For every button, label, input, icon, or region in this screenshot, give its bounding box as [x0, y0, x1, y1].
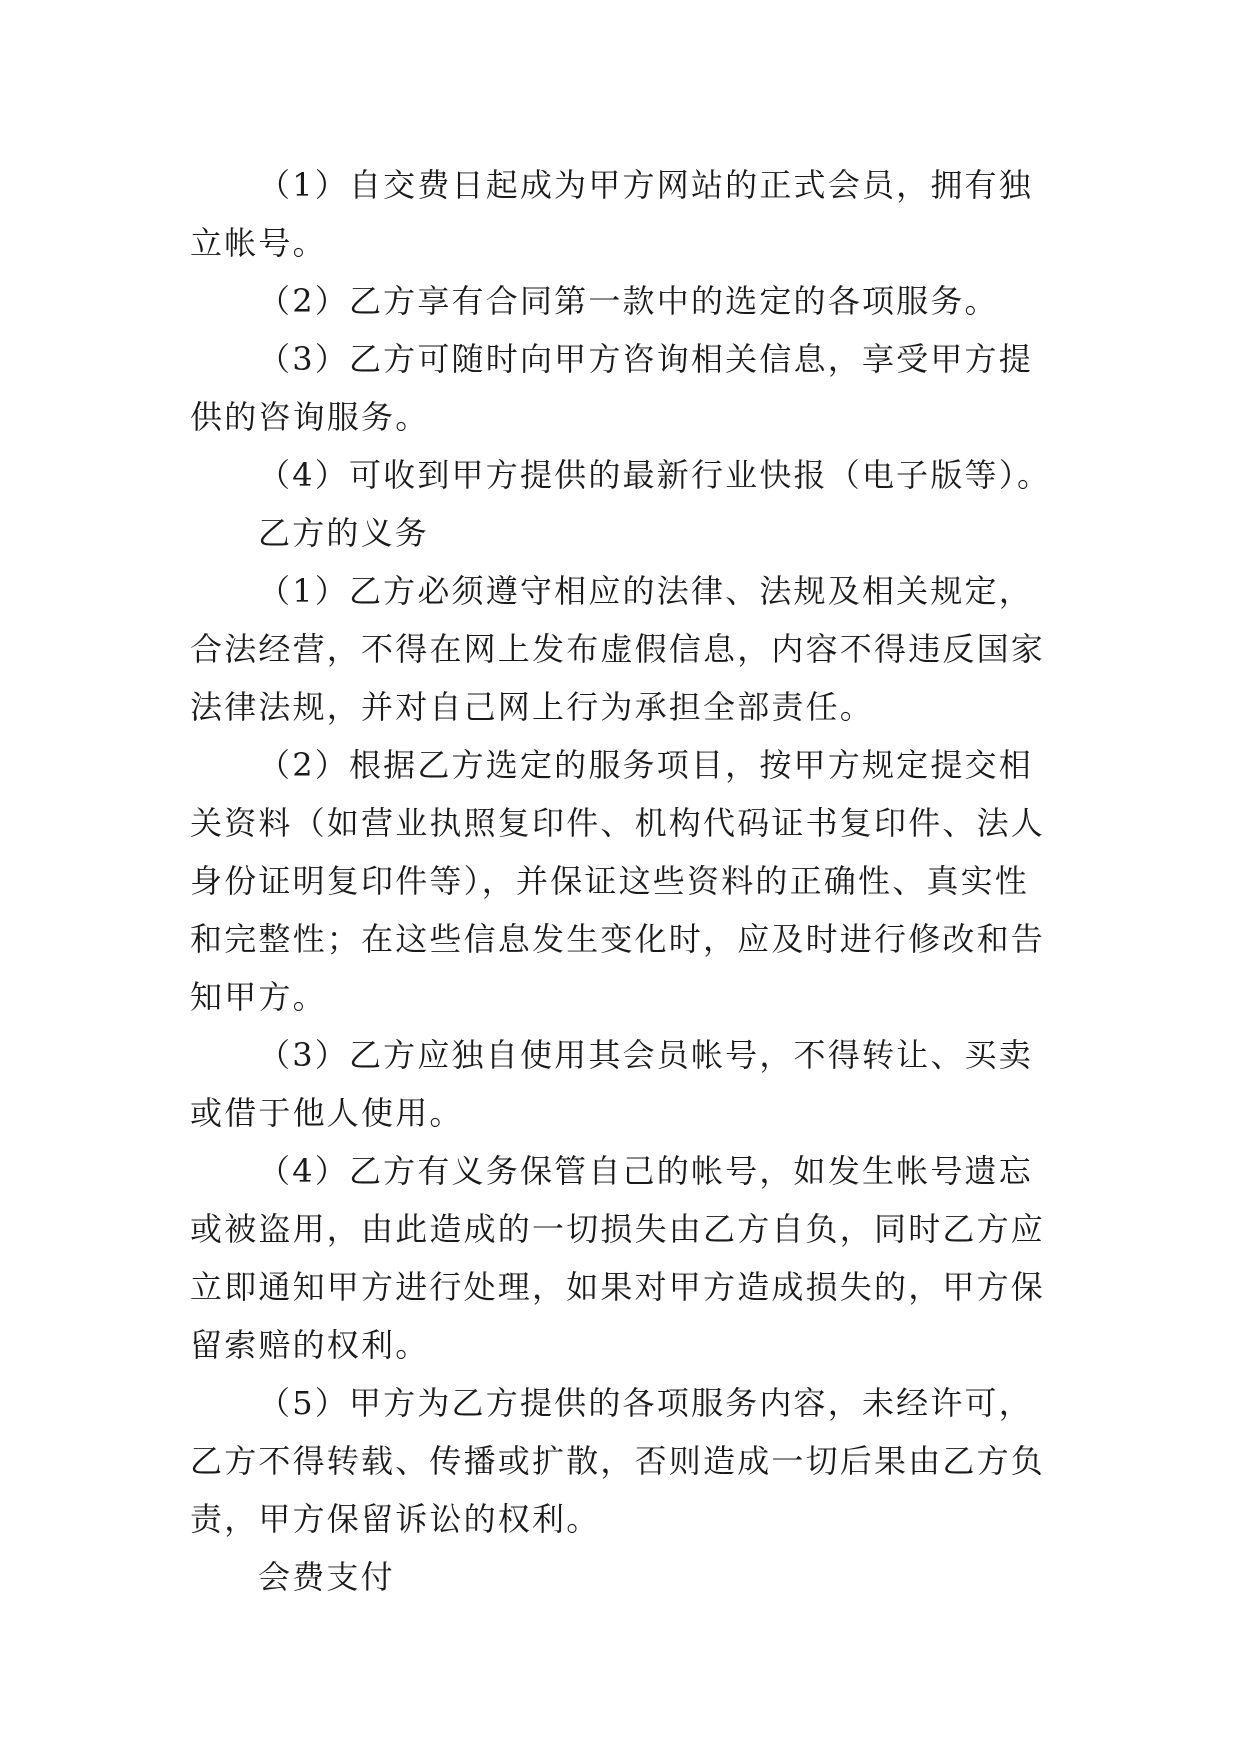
paragraph-obligations-1: （1）乙方必须遵守相应的法律、法规及相关规定，合法经营，不得在网上发布虚假信息，内容不得违反国家法律法规，并对自己网上行为承担全部责任。 [190, 572, 1046, 726]
paragraph-obligations-2: （2）根据乙方选定的服务项目，按甲方规定提交相关资料（如营业执照复印件、机构代码证书复印件、法人身份证明复印件等），并保证这些资料的正确性、真实性和完整性；在这些信息发生变化时，应及时进行修改和告知甲方。 [190, 746, 1046, 1016]
paragraph-rights-1: （1）自交费日起成为甲方网站的正式会员，拥有独立帐号。 [190, 166, 1033, 262]
paragraph-rights-2: （2）乙方享有合同第一款中的选定的各项服务。 [258, 282, 999, 320]
section-heading-obligations: 乙方的义务 [258, 514, 430, 552]
paragraph-rights-3: （3）乙方可随时向甲方咨询相关信息，享受甲方提供的咨询服务。 [190, 340, 1033, 436]
paragraph-obligations-3: （3）乙方应独自使用其会员帐号，不得转让、买卖或借于他人使用。 [190, 1036, 1033, 1132]
document-body [190, 156, 1055, 1606]
section-heading-fee-payment: 会费支付 [258, 1558, 395, 1596]
paragraph-obligations-5: （5）甲方为乙方提供的各项服务内容，未经许可，乙方不得转载、传播或扩散，否则造成一切后果由乙方负责，甲方保留诉讼的权利。 [190, 1384, 1046, 1538]
paragraph-rights-4: （4）可收到甲方提供的最新行业快报（电子版等）。 [258, 456, 1052, 494]
paragraph-obligations-4: （4）乙方有义务保管自己的帐号，如发生帐号遗忘或被盗用，由此造成的一切损失由乙方自负，同时乙方应立即通知甲方进行处理，如果对甲方造成损失的，甲方保留索赔的权利。 [190, 1152, 1046, 1364]
